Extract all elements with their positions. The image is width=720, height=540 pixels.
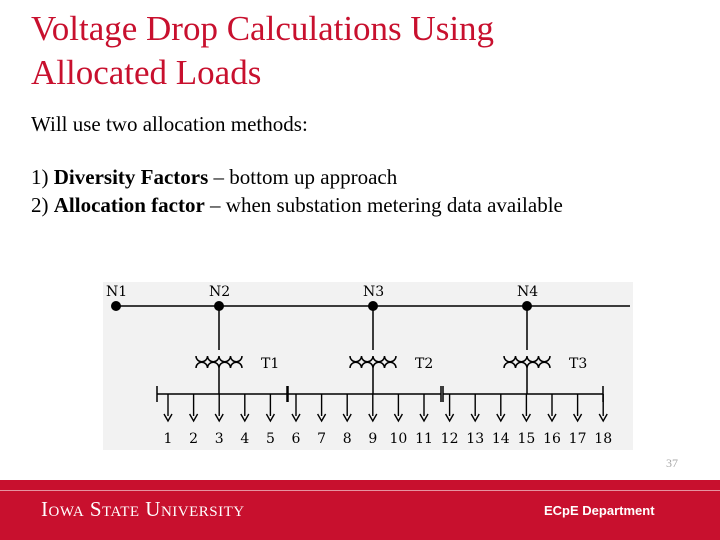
slide-title-line-2: Allocated Loads (31, 53, 262, 92)
node-n1 (111, 301, 121, 311)
node-label: N3 (363, 284, 385, 300)
page-number: 37 (666, 456, 678, 470)
method-item-2 (31, 191, 691, 219)
footer-divider (0, 490, 720, 491)
department-label: ECpE Department (544, 503, 655, 518)
load-label: 6 (291, 431, 301, 447)
node-label: N2 (209, 284, 231, 300)
method-number-1: 1) (31, 165, 49, 189)
load-label: 2 (189, 431, 199, 447)
university-logo-text: Iowa State University (41, 497, 245, 521)
node-label: N4 (517, 284, 539, 300)
load-label: 13 (466, 431, 485, 447)
load-label: 18 (594, 431, 613, 447)
method-number-2: 2) (31, 193, 49, 217)
load-label: 9 (368, 431, 378, 447)
intro-text: Will use two allocation methods: (31, 112, 308, 136)
load-label: 16 (543, 431, 561, 447)
feeder-diagram (103, 282, 633, 450)
load-label: 17 (568, 431, 587, 447)
slide-title (31, 7, 691, 95)
method-name-2: Allocation factor (53, 193, 205, 217)
load-label: 10 (389, 431, 408, 447)
method-desc-2: – when substation metering data available (204, 193, 563, 217)
load-label: 1 (163, 431, 173, 447)
node-label: N1 (106, 284, 128, 300)
load-label: 11 (415, 431, 433, 447)
load-label: 8 (342, 431, 352, 447)
method-item-1 (31, 163, 691, 191)
load-label: 3 (214, 431, 224, 447)
transformer-label: T1 (261, 356, 280, 372)
load-label: 14 (491, 431, 510, 447)
load-label: 4 (240, 431, 250, 447)
slide-body (31, 111, 691, 219)
load-label: 12 (440, 431, 459, 447)
load-label: 5 (265, 431, 275, 447)
method-desc-1: – bottom up approach (208, 165, 398, 189)
load-label: 7 (317, 431, 327, 447)
transformer-label: T3 (569, 356, 588, 372)
slide-title-line-1: Voltage Drop Calculations Using (31, 9, 495, 48)
transformer-label: T2 (415, 356, 434, 372)
method-name-1: Diversity Factors (53, 165, 209, 189)
method-list (31, 163, 691, 219)
load-label: 15 (517, 431, 536, 447)
